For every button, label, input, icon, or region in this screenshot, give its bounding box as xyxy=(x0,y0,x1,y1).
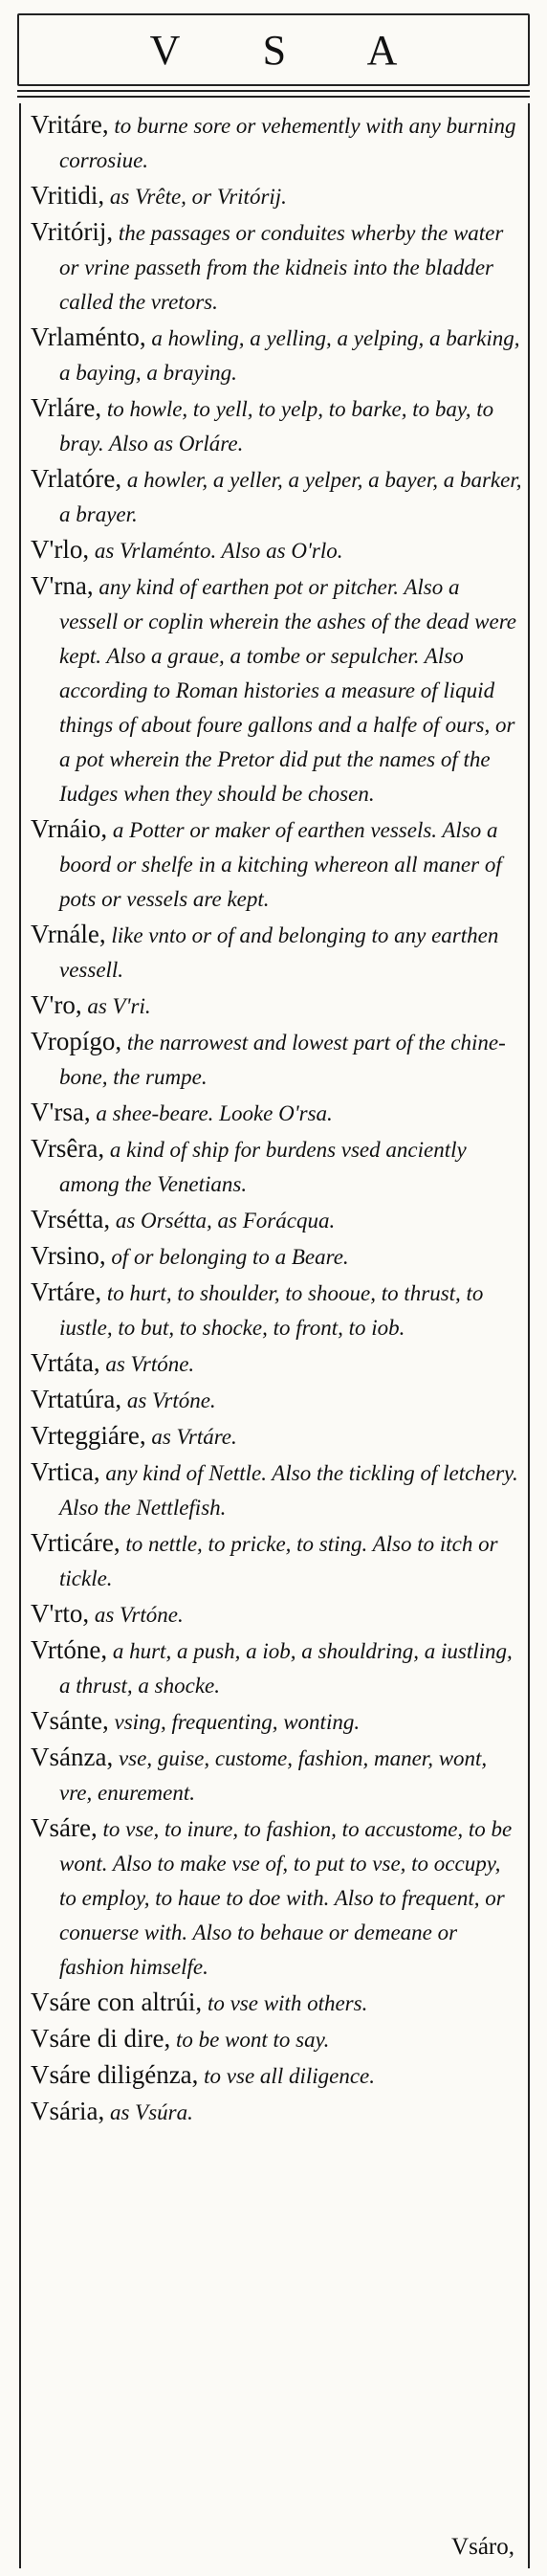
entry-headword: Vrsino, xyxy=(31,1241,106,1270)
entry-headword: Vrtáre, xyxy=(31,1277,102,1306)
entry-definition: as Vrête, or Vritórij. xyxy=(104,185,287,209)
dictionary-entry xyxy=(31,811,522,917)
header-rule xyxy=(17,90,530,98)
entry-headword: V'rto, xyxy=(31,1599,90,1628)
entry-headword: Vrnáio, xyxy=(31,814,108,843)
entry-definition: like vnto or of and belonging to any earthen vessell. xyxy=(59,923,499,982)
entry-definition: to vse all diligence. xyxy=(198,2064,376,2088)
dictionary-entry xyxy=(31,1632,522,1703)
dictionary-entry xyxy=(31,107,522,178)
entry-headword: Vrtatúra, xyxy=(31,1385,122,1413)
entry-headword: Vrsêra, xyxy=(31,1134,105,1163)
entry-definition: as Vsúra. xyxy=(104,2100,193,2124)
dictionary-entry xyxy=(31,320,522,390)
entry-definition: as Vrtóne. xyxy=(89,1603,184,1627)
dictionary-entry xyxy=(31,532,522,568)
entry-definition: any kind of Nettle. Also the tickling of letchery. Also the Nettlefish. xyxy=(59,1461,518,1520)
dictionary-entry xyxy=(31,1985,522,2021)
entry-definition: the narrowest and lowest part of the chine-bone, the rumpe. xyxy=(59,1031,506,1089)
entry-headword: Vsáre di dire, xyxy=(31,2024,171,2053)
entry-definition: a howler, a yeller, a yelper, a bayer, a barker, a brayer. xyxy=(59,468,522,526)
dictionary-entry xyxy=(31,1740,522,1810)
entry-definition: the passages or conduites wherby the water or vrine passeth from the kidneis into the bladder called the vretors. xyxy=(59,221,504,314)
dictionary-entry xyxy=(31,178,522,214)
entry-definition: a howling, a yelling, a yelping, a barking, a baying, a braying. xyxy=(59,326,520,385)
entry-definition: any kind of earthen pot or pitcher. Also a vessell or coplin wherein the ashes of the dead were kept. Also a graue, a tombe or sepulcher. Also according to Roman histories a measure of liquid things of about foure gallons and a halfe of ours, or a pot wherein the Pretor did put the names of the Iudges when they should be chosen. xyxy=(59,575,517,806)
dictionary-entry xyxy=(31,1238,522,1275)
entry-headword: Vropígo, xyxy=(31,1027,122,1055)
running-head: V S A xyxy=(149,26,434,74)
entry-headword: V'rna, xyxy=(31,571,94,600)
dictionary-entry xyxy=(31,1202,522,1238)
entry-headword: Vrlatóre, xyxy=(31,464,122,493)
entry-headword: Vrnále, xyxy=(31,920,106,948)
dictionary-entry xyxy=(31,988,522,1024)
entry-definition: to be wont to say. xyxy=(170,2028,330,2052)
catchword: Vsáro, xyxy=(451,2534,514,2560)
entry-definition: of or belonging to a Beare. xyxy=(105,1245,349,1269)
dictionary-entry xyxy=(31,1703,522,1740)
dictionary-entry xyxy=(31,1596,522,1632)
entries-list xyxy=(31,107,522,2130)
dictionary-entry xyxy=(31,1455,522,1525)
entry-headword: Vrticáre, xyxy=(31,1528,120,1557)
entry-headword: Vrláre, xyxy=(31,393,102,422)
entry-headword: V'rlo, xyxy=(31,535,90,564)
entry-definition: as Vrtóne. xyxy=(99,1352,195,1376)
entry-headword: Vritórij, xyxy=(31,217,114,246)
dictionary-entry xyxy=(31,461,522,532)
dictionary-entry xyxy=(31,917,522,988)
dictionary-entry xyxy=(31,2094,522,2130)
running-head-box xyxy=(17,13,530,86)
entry-definition: a shee-beare. Looke O'rsa. xyxy=(90,1101,333,1125)
entry-headword: Vritidi, xyxy=(31,181,105,210)
dictionary-entry xyxy=(31,214,522,320)
dictionary-entry xyxy=(31,2057,522,2094)
entry-headword: Vsánte, xyxy=(31,1706,109,1735)
entry-definition: a kind of ship for burdens vsed anciently among the Venetians. xyxy=(59,1138,467,1196)
entry-definition: a hurt, a push, a iob, a shouldring, a iustling, a thrust, a shocke. xyxy=(59,1639,513,1698)
entry-definition: to vse, to inure, to fashion, to accustome, to be wont. Also to make vse of, to put to vse, to occupy, to employ, to haue to doe with. Also to frequent, or conuerse with. Also to behaue or demeane or fashion himselfe. xyxy=(59,1817,513,1979)
dictionary-entry xyxy=(31,1024,522,1095)
catchword-row xyxy=(21,2534,528,2561)
dictionary-entry xyxy=(31,568,522,811)
entry-headword: Vrlaménto, xyxy=(31,322,146,351)
dictionary-entry xyxy=(31,1131,522,1202)
entry-headword: Vsáre con altrúi, xyxy=(31,1988,203,2016)
dictionary-entry xyxy=(31,1095,522,1131)
dictionary-entry xyxy=(31,1345,522,1382)
entry-headword: V'rsa, xyxy=(31,1098,91,1126)
entry-definition: as Vrtóne. xyxy=(121,1388,216,1412)
dictionary-entry xyxy=(31,1810,522,1985)
dictionary-entry xyxy=(31,1382,522,1418)
dictionary-entry xyxy=(31,2021,522,2057)
entry-headword: Vrteggiáre, xyxy=(31,1421,146,1450)
entry-definition: as Orsétta, as Forácqua. xyxy=(110,1209,336,1232)
entry-headword: Vrsétta, xyxy=(31,1205,111,1233)
entry-headword: Vrtóne, xyxy=(31,1635,108,1664)
entry-headword: V'ro, xyxy=(31,990,82,1019)
dictionary-entry xyxy=(31,1418,522,1455)
dictionary-entry xyxy=(31,1525,522,1596)
entry-definition: a Potter or maker of earthen vessels. Also a boord or shelfe in a kitching whereon all maner of pots or vessels are kept. xyxy=(59,818,502,911)
dictionary-entry xyxy=(31,390,522,461)
entry-headword: Vsánza, xyxy=(31,1743,114,1771)
entry-headword: Vritáre, xyxy=(31,110,109,139)
entry-definition: to vse with others. xyxy=(202,1991,368,2015)
entry-definition: to hurt, to shoulder, to shooue, to thrust, to iustle, to but, to shocke, to front, to iob. xyxy=(59,1281,484,1340)
entry-definition: to burne sore or vehemently with any burning corrosiue. xyxy=(59,114,516,172)
entry-definition: to howle, to yell, to yelp, to barke, to bay, to bray. Also as Orláre. xyxy=(59,397,494,455)
entry-headword: Vsáre diligénza, xyxy=(31,2060,199,2089)
entry-definition: as Vrlaménto. Also as O'rlo. xyxy=(89,539,343,563)
dictionary-entry xyxy=(31,1275,522,1345)
entry-headword: Vsáre, xyxy=(31,1813,98,1842)
entry-definition: as Vrtáre. xyxy=(145,1425,237,1449)
entry-headword: Vrtica, xyxy=(31,1457,100,1486)
entry-definition: as V'ri. xyxy=(81,994,151,1018)
entry-definition: vsing, frequenting, wonting. xyxy=(108,1710,361,1734)
entry-headword: Vsária, xyxy=(31,2097,105,2125)
entry-headword: Vrtáta, xyxy=(31,1348,100,1377)
entry-definition: vse, guise, custome, fashion, maner, wont, vre, enurement. xyxy=(59,1746,488,1805)
entries-column xyxy=(19,103,530,2568)
entry-definition: to nettle, to pricke, to sting. Also to itch or tickle. xyxy=(59,1532,498,1590)
